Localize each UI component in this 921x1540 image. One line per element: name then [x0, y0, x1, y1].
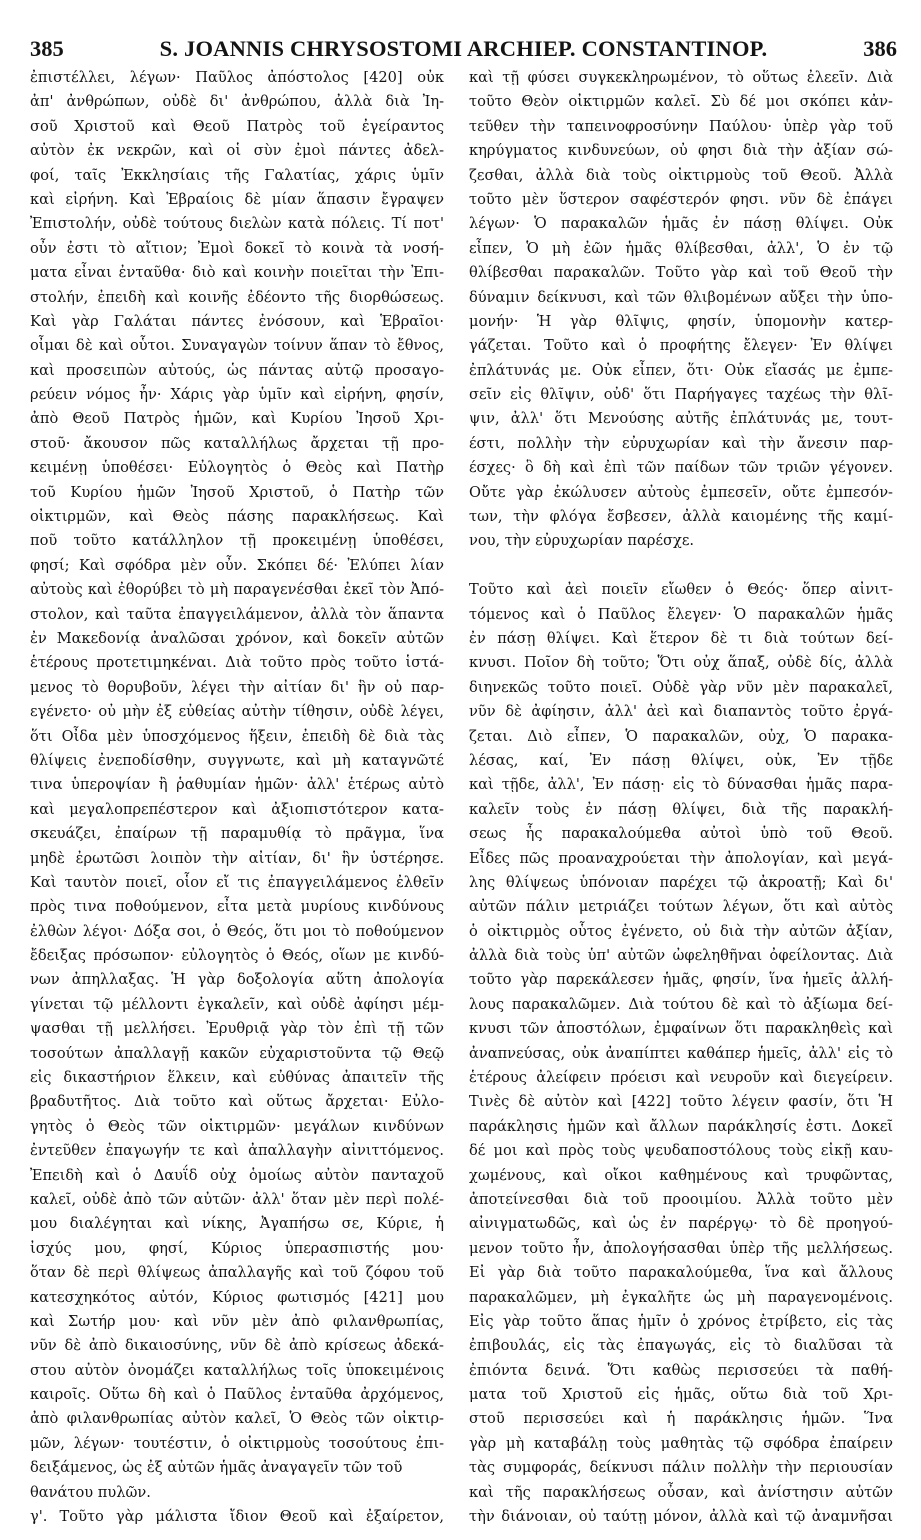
text-line: χωμένους, καὶ οἴκοι καθημένους καὶ τρυφῶντας,: [469, 1166, 893, 1184]
text-line: καὶ μεγαλοπρεπέστερον καὶ ἀξιοπιστότερον κατα-: [30, 800, 444, 818]
text-line: στοῦ περισσεύει καὶ ἡ παράκλησις ἡμῶν. Ἵνα: [469, 1410, 893, 1428]
text-line: δύναμιν δείκνυσι, καὶ τῶν θλιβομένων αὔξει τὴν ὑπο-: [469, 288, 893, 306]
text-line: καὶ προσειπὼν αὐτούς, ὡς πάντας αὐτῷ προσαγο-: [30, 361, 444, 379]
text-line: ἐντεῦθεν ἐπαγωγήν τε καὶ ἀπαλλαγὴν αἰνιττόμενος.: [30, 1142, 444, 1160]
text-line: φοί, ταῖς Ἐκκλησίαις τῆς Γαλατίας, χάρις ὑμῖν: [30, 166, 444, 184]
text-line: Καὶ γὰρ Γαλάται πάντες ἐνόσουν, καὶ Ἑβραῖοι·: [30, 312, 444, 330]
text-line: ἀπὸ φιλανθρωπίας αὐτὸν καλεῖ, Ὁ Θεὸς τῶν οἰκτιρ-: [30, 1410, 444, 1428]
text-line: ἐν πάσῃ θλίψει. Καὶ ἕτερον δὲ τι διὰ τούτων δεί-: [469, 629, 893, 647]
text-line: ἔδειξας πρόσωπον· εὐλογητὸς ὁ Θεός, οἵων με κινδύ-: [30, 947, 444, 965]
text-line: Οὔτε γὰρ ἐκώλυσεν αὐτοὺς ἐμπεσεῖν, οὔτε ἐμπεσόν-: [469, 483, 893, 501]
text-line: νων ἀπηλλαξας. Ἡ γὰρ δοξολογία αὕτη ἀπολογία: [30, 971, 444, 989]
text-line: θανάτου πυλῶν.: [30, 1483, 151, 1501]
text-line: ὅταν δὲ περὶ θλίψεως ἀπαλλαγῆς καὶ τοῦ ζόφου τοῦ: [30, 1264, 444, 1282]
text-line: λέγων· Ὁ παρακαλῶν ἡμᾶς ἐν πάσῃ θλίψει. Οὐκ: [469, 215, 893, 233]
text-line: δέ μοι καὶ πρὸς τοὺς ψευδαποστόλους τοὺς εἰκῇ καυ-: [469, 1142, 893, 1160]
text-line: Καὶ ταυτὸν ποιεῖ, οἷον εἴ τις ἐπαγγειλάμενος ἐλθεῖν: [30, 873, 444, 891]
text-line: καὶ Σωτήρ μου· καὶ νῦν μὲν ἀπὸ φιλανθρωπίας,: [30, 1312, 444, 1330]
page-number-left: 385: [30, 36, 64, 61]
text-line: μενος τὸ θορυβοῦν, λέγει τὴν αἰτίαν δι' ἣν οὐ παρ-: [30, 678, 444, 696]
text-line: καὶ τῇδε, ἀλλ', Ἐν πάσῃ· εἰς τὸ δύνασθαι ἡμᾶς παρα-: [469, 776, 893, 794]
text-line: κατεσχηκότος αὐτόν, Κύριος φωτισμός [421] μου: [30, 1288, 444, 1306]
text-line: αὐτὸν ἐκ νεκρῶν, καὶ οἱ σὺν ἐμοὶ πάντες ἀδελ-: [30, 142, 444, 160]
text-line: εἰς δικαστήριον ἕλκειν, καὶ εὐθύνας ἀπαιτεῖν τῆς: [30, 1069, 444, 1087]
text-line: ἀναπνεύσας, οὐκ ἀναπίπτει καθάπερ ἡμεῖς, ἀλλ' εἰς τὸ: [469, 1044, 893, 1062]
text-line: ματα εἶναι ἐνταῦθα· διὸ καὶ κοινὴν ποιεῖται τὴν Ἐπι-: [30, 264, 444, 282]
text-line: αἰνιγματωδῶς, καὶ ὡς ἐν παρέργῳ· τὸ δὲ προηγού-: [469, 1215, 893, 1233]
text-line: ζεται. Διὸ εἶπεν, Ὁ παρακαλῶν, οὐχ, Ὁ παρακα-: [469, 727, 893, 745]
page-number-right: 386: [863, 36, 897, 61]
text-line: στολον, καὶ ταῦτα ἐπαγγειλάμενον, ἀλλὰ τὸν ἅπαντα: [30, 605, 444, 623]
text-line: αὐτῶν πάλιν μετριάζει τούτων λέγων, ὅτι καὶ αὐτὸς: [469, 898, 893, 916]
text-line: μῶν, λέγων· τουτέστιν, ὁ οἰκτιρμοὺς τοσούτους ἐπι-: [30, 1434, 444, 1452]
text-line: νου, τὴν εὐρυχωρίαν παρέσχε.: [469, 532, 695, 550]
text-line: γ'. Τοῦτο γὰρ μάλιστα ἴδιον Θεοῦ καὶ ἐξαίρετον,: [30, 1508, 444, 1526]
text-line: Τινὲς δὲ αὐτὸν καὶ [422] τοῦτο λέγειν φασίν, ὅτι Ἡ: [469, 1093, 893, 1111]
right-paragraph-2: [469, 578, 893, 1529]
text-line: των, τὴν φλόγα ἔσβεσεν, ἀλλὰ καιομένης τῆς καμί-: [469, 508, 893, 526]
text-line: οὖν ἐστι τὸ αἴτιον; Ἐμοὶ δοκεῖ τὸ κοινὰ τὰ νοσή-: [30, 239, 444, 257]
text-line: καὶ εἰρήνη. Καὶ Ἑβραίοις δὲ μίαν ἅπασιν ἔγραψεν: [30, 190, 444, 208]
text-line: Τοῦτο καὶ ἀεὶ ποιεῖν εἴωθεν ὁ Θεός· ὅπερ αἰνιτ-: [469, 581, 893, 599]
text-line: ἀπὸ Θεοῦ Πατρὸς ἡμῶν, καὶ Κυρίου Ἰησοῦ Χρι-: [30, 410, 444, 428]
text-line: ἀποτείνεσθαι διὰ τοῦ προοιμίου. Ἀλλὰ τοῦτο μὲν: [469, 1190, 893, 1208]
text-line: αὐτοὺς καὶ ἐθορύβει τὸ μὴ παραγενέσθαι ἐκεῖ τὸν Ἀπό-: [30, 581, 444, 599]
text-line: εἶπεν, Ὁ μὴ ἐῶν ἡμᾶς θλίβεσθαι, ἀλλ', Ὁ ἐν τῷ: [469, 239, 893, 257]
text-line: παράκλησις ἡμῶν καὶ ἄλλων παράκλησίς ἐστι. Δοκεῖ: [469, 1117, 893, 1135]
text-line: ἑτέρους προτετιμηκέναι. Διὰ τοῦτο πρὸς τοῦτο ἱστά-: [30, 654, 444, 672]
right-column: [469, 66, 893, 1529]
paragraph-gap: [469, 554, 893, 578]
text-line: στοῦ· ἄκουσον πῶς καταλλήλως ἄρχεται τῇ προ-: [30, 434, 444, 452]
text-line: τοῦτο Θεὸν οἰκτιρμῶν καλεῖ. Σὺ δέ μοι σκόπει κἀν-: [469, 93, 893, 111]
text-line: νῦν δὲ ἀφίησιν, ἀλλ' ἀεὶ καὶ διαπαντὸς τοῦτο ἐργά-: [469, 703, 893, 721]
text-line: ἀπ' ἀνθρώπων, οὐδὲ δι' ἀνθρώπου, ἀλλὰ διὰ Ἰη-: [30, 93, 444, 111]
text-line: στολήν, ἐπειδὴ καὶ κοινῆς ἐδέοντο τῆς διορθώσεως.: [30, 288, 444, 306]
text-line: σεῖν εἰς θλῖψιν, οὐδ' ὅτι Παρήγαγες ταχέως τὴν θλῖ-: [469, 386, 893, 404]
right-paragraph-1: [469, 66, 893, 554]
text-line: διηνεκῶς τοῦτο ποιεῖ. Οὐδὲ γὰρ νῦν μὲν παρακαλεῖ,: [469, 678, 893, 696]
text-line: ἐν Μακεδονίᾳ ἀναλῶσαι χρόνον, καὶ δοκεῖν αὐτῶν: [30, 629, 444, 647]
text-line: ἐπλάτυνάς με. Οὐκ εἶπεν, ὅτι· Οὐκ εἴασάς με ἐμπε-: [469, 361, 893, 379]
text-line: μενον τοῦτο ἦν, ἀπολογήσασθαι ὑπὲρ τῆς μελλήσεως.: [469, 1239, 893, 1257]
text-line: κειμένῃ ὑποθέσει· Εὐλογητὸς ὁ Θεὸς καὶ Πατὴρ: [30, 459, 444, 477]
text-line: δειξάμενος, ὡς ἐξ αὐτῶν ἡμᾶς ἀναγαγεῖν τῶν τοῦ: [30, 1459, 403, 1477]
text-line: κηρύγματος κινδυνεύων, οὐ φησι διὰ τὴν ἀξίαν σώ-: [469, 142, 893, 160]
text-line: ματα τοῦ Χριστοῦ εἰς ἡμᾶς, οὕτω διὰ τοῦ Χρι-: [469, 1386, 893, 1404]
text-line: σεως ἧς παρακαλούμεθα αὐτοὶ ὑπὸ τοῦ Θεοῦ.: [469, 825, 893, 843]
text-line: τοσούτων ἀπαλλαγῇ κακῶν εὐχαριστοῦντα τῷ Θεῷ: [30, 1044, 444, 1062]
text-line: λης θλίψεως ὑπόνοιαν παρέχει τῷ ἀκροατῇ; Καὶ δι': [469, 873, 893, 891]
text-line: τὴν διάνοιαν, οὐ ταύτῃ μόνον, ἀλλὰ καὶ τῷ ἀναμνῆσαι: [469, 1508, 893, 1526]
text-line: καὶ τῆς παρακλήσεως οὖσαν, καὶ ἀνίστησιν αὐτῶν: [469, 1483, 893, 1501]
text-line: ἐπιβουλάς, εἰς τὰς ἐπαγωγάς, εἰς τὸ διαλῦσαι τὰ: [469, 1337, 893, 1355]
text-line: τεῦθεν τὴν ταπεινοφροσύνην Παύλου· ὑπὲρ γὰρ τοῦ: [469, 117, 893, 135]
text-line: κνυσι τῶν ἀποστόλων, ἐμφαίνων ὅτι παρακληθεὶς καὶ: [469, 1020, 893, 1038]
text-line: τοῦτο γὰρ παρεκάλεσεν ἡμᾶς, φησίν, ἵνα ἡμεῖς ἀλλή-: [469, 971, 893, 989]
text-line: μηδὲ ἐρωτῶσι λοιπὸν τὴν αἰτίαν, δι' ἣν ὑστέρησε.: [30, 849, 444, 867]
running-title: S. JOANNIS CHRYSOSTOMI ARCHIEP. CONSTANTINOP.: [159, 36, 768, 61]
text-line: ἑτέρους ἀλείφειν πρόεισι καὶ νευροῦν καὶ διεγείρειν.: [469, 1069, 893, 1087]
text-line: ἐπιστέλλει, λέγων· Παῦλος ἀπόστολος [420] οὐκ: [30, 69, 444, 86]
text-line: έστι, πολλὴν τὴν εὐρυχωρίαν καὶ τὴν ἄνεσιν παρ-: [469, 434, 893, 452]
text-line: λους παρακαλῶμεν. Διὰ τούτου δὲ καὶ τὸ ἀξίωμα δεί-: [469, 995, 893, 1013]
text-line: ζεσθαι, ἀλλὰ διὰ τοὺς οἰκτιρμοὺς τοῦ Θεοῦ. Ἀλλὰ: [469, 166, 893, 184]
text-line: γὰρ μὴ καταβάλῃ τοὺς μαθητὰς τῷ σφόδρα ἐπαίρειν: [469, 1434, 893, 1452]
text-line: τόμενος καὶ ὁ Παῦλος ἔλεγεν· Ὁ παρακαλῶν ἡμᾶς: [469, 605, 893, 623]
text-line: καιροῖς. Οὕτω δὴ καὶ ὁ Παῦλος ἐνταῦθα ἀρχόμενος,: [30, 1386, 444, 1404]
text-line: Εἶδες πῶς προαναχρούεται τὴν ἀπολογίαν, καὶ μεγά-: [469, 849, 893, 867]
running-header: [30, 34, 897, 64]
text-line: Ἐπιστολήν, οὐδὲ τούτους διελὼν κατὰ πόλεις. Τί ποτ': [30, 215, 444, 233]
text-line: γητὸς ὁ Θεὸς τῶν οἰκτιρμῶν· μεγάλων κινδύνων: [30, 1117, 444, 1135]
text-line: σοῦ Χριστοῦ καὶ Θεοῦ Πατρὸς τοῦ ἐγείραντος: [30, 117, 444, 135]
text-line: στου αὐτὸν ὀνομάζει καταλλήλως τοῖς ὑποκειμένοις: [30, 1361, 444, 1379]
text-line: παρακαλῶμεν, μὴ ἐγκαλῆτε ὡς μὴ παραγενομένοις.: [469, 1288, 893, 1306]
left-column: [30, 66, 444, 1529]
text-line: μου διαλέγηται καὶ νίκης, Ἀγαπήσω σε, Κύριε, ἡ: [30, 1215, 444, 1233]
text-line: ψασθαι τῇ μελλήσει. Ἐρυθριᾷ γὰρ τὸν ἐπὶ τῇ τῶν: [30, 1020, 444, 1038]
text-line: ρεύειν νόμος ἦν· Χάρις γὰρ ὑμῖν καὶ εἰρήνη, φησίν,: [30, 386, 444, 404]
text-line: οἰκτιρμῶν, καὶ Θεὸς πάσης παρακλήσεως. Καὶ: [30, 508, 444, 526]
text-line: λέσας, καί, Ἐν πάσῃ θλίψει, οὐκ, Ἐν τῇδε: [469, 751, 893, 769]
text-line: ὁ οἰκτιρμὸς οὗτος ἐγένετο, οὐ διὰ τὴν αὐτῶν ἀξίαν,: [469, 922, 893, 940]
text-line: μονήν· Ἡ γὰρ θλῖψις, φησίν, ὑπομονὴν κατερ-: [469, 312, 893, 330]
text-line: οἶμαι δὲ καὶ οὗτοι. Συναγαγὼν τοίνυν ἅπαν τὸ ἔθνος,: [30, 337, 444, 355]
text-line: βραδυτῆτος. Διὰ τοῦτο καὶ οὕτως ἄρχεται· Εὐλο-: [30, 1093, 444, 1111]
text-line: θλίβεσθαι παρακαλῶν. Τοῦτο γὰρ καὶ τοῦ Θεοῦ τὴν: [469, 264, 893, 282]
text-line: σκευάζει, ἐπαίρων τῇ παραμυθίᾳ τὸ πρᾶγμα, ἵνα: [30, 825, 444, 843]
text-line: νῦν δὲ ἀπὸ δικαιοσύνης, νῦν δὲ ἀπὸ κρίσεως ἀδεκά-: [30, 1337, 444, 1355]
text-line: Εἰς γὰρ τοῦτο ἅπας ἡμῖν ὁ χρόνος ἐτρίβετο, εἰς τὰς: [469, 1312, 893, 1330]
text-line: ἰσχύς μου, φησί, Κύριος ὑπερασπιστής μου·: [30, 1239, 444, 1257]
text-line: καλεῖ, οὐδὲ ἀπὸ τῶν αὐτῶν· ἀλλ' ὅταν μὲν περὶ πολέ-: [30, 1190, 444, 1208]
text-line: ποῦ τοῦτο κατάλληλον τῇ προκειμένῃ ὑποθέσει,: [30, 532, 444, 550]
text-line: φησί; Καὶ σφόδρα μὲν οὖν. Σκόπει δέ· Ἐλύπει λίαν: [30, 556, 444, 574]
text-line: ψιν, ἀλλ' ὅτι Μενούσης αὐτῆς ἐπλάτυνάς με, τουτ-: [469, 410, 893, 428]
text-line: τοῦτο μὲν ὕστερον σαφέστερόν φησι. νῦν δὲ ἐπάγει: [469, 190, 893, 208]
text-line: τὰς συμφοράς, δείκνυσι πάλιν πολλὴν τὴν περιουσίαν: [469, 1459, 893, 1477]
text-line: γίνεται τῷ μέλλοντι ἐγκαλεῖν, καὶ οὐδὲ ἀφίησι μέμ-: [30, 995, 444, 1013]
text-line: καλεῖν τοὺς ἐν πάσῃ θλίψει, διὰ τῆς παρακλή-: [469, 800, 893, 818]
text-line: καὶ τῇ φύσει συγκεκληρωμένον, τὸ οὕτως ἐλεεῖν. Διὰ: [469, 69, 893, 86]
text-line: Εἰ γὰρ διὰ τοῦτο παρακαλούμεθα, ἵνα καὶ ἄλλους: [469, 1264, 893, 1282]
text-line: ὅτι Οἶδα μὲν ὑποσχόμενος ἥξειν, ἐπειδὴ δὲ διὰ τὰς: [30, 727, 444, 745]
text-line: γάζεται. Τοῦτο καὶ ὁ προφήτης ἔλεγεν· Ἐν θλίψει: [469, 337, 893, 355]
text-line: κνυσι. Ποῖον δὴ τοῦτο; Ὅτι οὐχ ἅπαξ, οὐδὲ δίς, ἀλλὰ: [469, 654, 893, 672]
text-line: έσχες· ὃ δὴ καὶ ἐπὶ τῶν παίδων τῶν τριῶν γέγονεν.: [469, 459, 893, 477]
text-line: τινα ὑπεροψίαν ἢ ῥαθυμίαν ἡμῶν· ἀλλ' ἑτέρως αὐτὸ: [30, 776, 444, 794]
text-line: θλίψεις ἐνεποδίσθην, συγγνωτε, καὶ μὴ καταγνῶτέ: [30, 751, 444, 769]
text-line: τοῦ Κυρίου ἡμῶν Ἰησοῦ Χριστοῦ, ὁ Πατὴρ τῶν: [30, 483, 444, 501]
text-line: Ἐπειδὴ καὶ ὁ Δαυΐδ οὐχ ὁμοίως αὐτὸν πανταχοῦ: [30, 1166, 444, 1184]
text-line: εγένετο· οὐ μὴν ἐξ εὐθείας αὐτὴν τίθησιν, οὐδὲ λέγει,: [30, 703, 444, 721]
text-line: ἀλλὰ διὰ τοὺς ὑπ' αὐτῶν ὠφεληθῆναι ὀφείλοντας. Διὰ: [469, 947, 893, 965]
text-line: πρὸς τινα ποθούμενον, εἶτα μετὰ μυρίους κινδύνους: [30, 898, 444, 916]
text-line: ἐλθὼν λέγοι· Δόξα σοι, ὁ Θεός, ὅτι μοι τὸ ποθούμενον: [30, 922, 444, 940]
text-line: ἐπιόντα δεινά. Ὅτι καθὼς περισσεύει τὰ παθή-: [469, 1361, 893, 1379]
